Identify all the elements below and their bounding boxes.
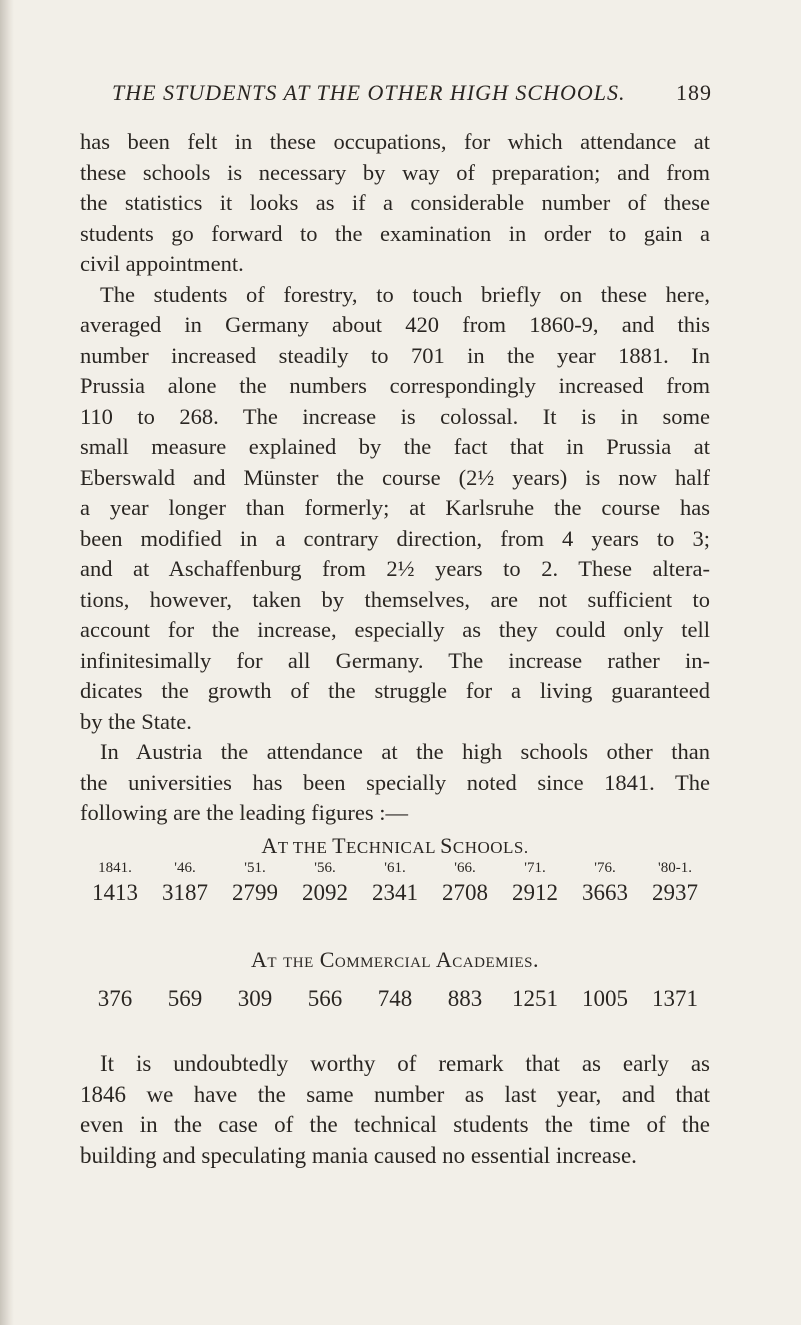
- value-cell: 2937: [652, 880, 698, 905]
- value-cell: 569: [167, 986, 203, 1011]
- text-line: infinitesimally for all Germany. The increase rather in-: [80, 647, 710, 673]
- text-line: 110 to 268. The increase is colossal. It is in some: [80, 403, 710, 429]
- text-line: these schools is necessary by way of preparation; and from: [80, 159, 710, 185]
- value-cell: 1371: [652, 986, 698, 1011]
- value-cell: 2092: [302, 880, 348, 905]
- year-cell: '66.: [454, 860, 476, 876]
- text-line: The students of forestry, to touch briefly on these here,: [100, 281, 710, 307]
- value-cell: 1413: [92, 880, 138, 905]
- text-line: building and speculating mania caused no essential increase.: [80, 1142, 637, 1168]
- year-cell: 1841.: [98, 860, 132, 876]
- value-cell: 1251: [512, 986, 558, 1011]
- year-cell: '56.: [314, 860, 336, 876]
- text-line: 1846 we have the same number as last year, and that: [80, 1081, 710, 1107]
- text-line: following are the leading figures :—: [80, 800, 409, 825]
- value-cell: 309: [237, 986, 273, 1011]
- text-line: even in the case of the technical students the time of the: [80, 1112, 710, 1137]
- commercial-academies-heading: At the Commercial Academies.: [251, 947, 539, 972]
- body-text: [80, 127, 710, 829]
- running-title: THE STUDENTS AT THE OTHER HIGH SCHOOLS.: [112, 80, 626, 105]
- value-cell: 2341: [372, 880, 418, 905]
- value-cell: 748: [377, 986, 413, 1011]
- text-line: averaged in Germany about 420 from 1860-9, and this: [80, 312, 710, 337]
- year-cell: '76.: [594, 860, 616, 876]
- technical-years-row: [80, 860, 710, 877]
- text-line: tions, however, taken by themselves, are not sufficient to: [80, 586, 710, 612]
- text-line: the statistics it looks as if a considerable number of these: [80, 190, 710, 215]
- text-line: small measure explained by the fact that in Prussia at: [80, 434, 710, 459]
- value-cell: 883: [447, 986, 483, 1011]
- text-line: the universities has been specially noted since 1841. The: [80, 769, 710, 795]
- technical-schools-heading: AT THE TECHNICAL SCHOOLS.: [261, 833, 529, 858]
- text-line: students go forward to the examination in order to gain a: [80, 220, 710, 246]
- book-spine-shadow: [0, 0, 14, 1325]
- value-cell: 2799: [232, 880, 278, 905]
- text-line: dicates the growth of the struggle for a living guaranteed: [80, 678, 710, 703]
- text-line: It is undoubtedly worthy of remark that as early as: [100, 1051, 710, 1076]
- value-cell: 2708: [442, 880, 488, 905]
- value-cell: 1005: [582, 986, 628, 1011]
- year-cell: '46.: [174, 860, 196, 876]
- value-cell: 566: [307, 986, 343, 1011]
- year-cell: '51.: [244, 860, 266, 876]
- text-line: In Austria the attendance at the high schools other than: [100, 739, 710, 764]
- text-line: account for the increase, especially as they could only tell: [80, 617, 710, 642]
- text-line: has been felt in these occupations, for which attendance at: [80, 129, 710, 154]
- text-line: been modified in a contrary direction, from 4 years to 3;: [80, 525, 710, 551]
- year-cell: '61.: [384, 860, 406, 876]
- text-line: number increased steadily to 701 in the year 1881. In: [80, 342, 710, 368]
- text-line: and at Aschaffenburg from 2½ years to 2. These altera-: [80, 556, 710, 581]
- text-line: Eberswald and Münster the course (2½ years) is now half: [80, 464, 710, 490]
- text-line: a year longer than formerly; at Karlsruhe the course has: [80, 495, 710, 520]
- year-cell: '71.: [524, 860, 546, 876]
- closing-paragraph: [80, 1049, 710, 1171]
- text-line: by the State.: [80, 708, 192, 734]
- text-line: Prussia alone the numbers correspondingly increased from: [80, 373, 710, 398]
- value-cell: 376: [97, 986, 133, 1011]
- year-cell: '80-1.: [658, 860, 692, 876]
- commercial-values-row: [80, 986, 710, 1012]
- value-cell: 2912: [512, 880, 558, 905]
- value-cell: 3663: [582, 880, 628, 905]
- text-line: civil appointment.: [80, 251, 244, 276]
- running-header: [112, 80, 712, 110]
- page-number: 189: [676, 80, 712, 105]
- value-cell: 3187: [162, 880, 208, 905]
- technical-values-row: [80, 880, 710, 906]
